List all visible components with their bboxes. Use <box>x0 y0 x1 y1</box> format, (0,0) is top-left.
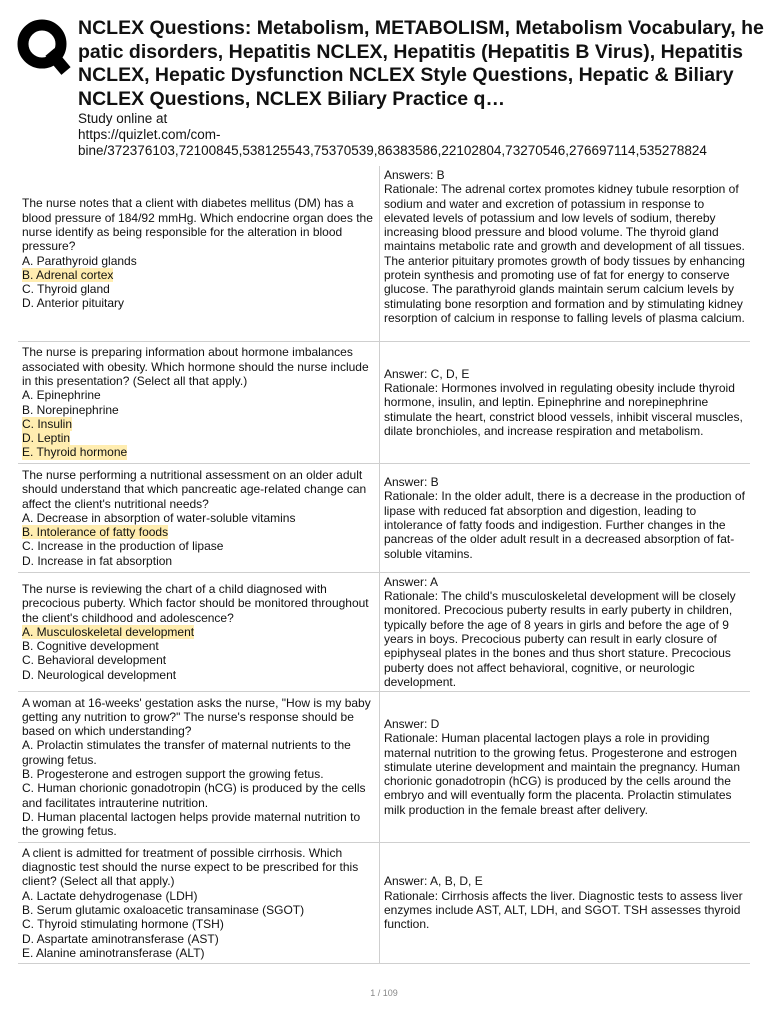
question-text: A woman at 16-weeks' gestation asks the nurse, "How is my baby getting any nutrition to grow?" The nurse's response should be based on which understanding? <box>22 695 375 739</box>
answer-cell <box>380 342 750 463</box>
answer-option: C. Thyroid gland <box>22 282 110 297</box>
answer-option: D. Increase in fat absorption <box>22 553 173 568</box>
answer-cell <box>380 573 750 691</box>
title-line: NCLEX Questions, NCLEX Biliary Practice q… <box>78 87 505 110</box>
study-label: Study online at <box>78 111 168 126</box>
title-line: NCLEX, Hepatic Dysfunction NCLEX Style Questions, Hepatic & Biliary <box>78 64 734 86</box>
answer-option: D. Aspartate aminotransferase (AST) <box>22 931 219 946</box>
answer-option: A. Prolactin stimulates the transfer of maternal nutrients to the growing fetus. <box>22 738 355 767</box>
study-url[interactable]: https://quizlet.com/com- <box>78 127 221 142</box>
document-title <box>78 17 768 111</box>
answer-option: E. Alanine aminotransferase (ALT) <box>22 945 205 960</box>
table-row <box>18 464 750 573</box>
study-url[interactable]: bine/372376103,72100845,538125543,75370539,86383586,22102804,73270546,276697114,535278824 <box>78 143 707 158</box>
table-row <box>18 166 750 342</box>
question-cell <box>18 342 380 463</box>
answer-option: C. Behavioral development <box>22 653 167 668</box>
answer-label: Answer: B <box>384 475 439 490</box>
table-row <box>18 573 750 692</box>
answer-cell <box>380 843 750 963</box>
title-line: patic disorders, Hepatitis NCLEX, Hepatitis (Hepatitis B Virus), Hepatitis <box>78 40 743 63</box>
answer-option: C. Thyroid stimulating hormone (TSH) <box>22 917 224 932</box>
rationale-text: Rationale: In the older adult, there is a decrease in the production of lipase with reduced fat absorption and digestion, leading to intolerance of fatty foods and indigestion. Further changes in the pancreas of the older adult result in a decreased absorption of fat-soluble vitamins. <box>384 489 749 561</box>
page-number: 1 / 109 <box>370 988 398 998</box>
answer-label: Answer: C, D, E <box>384 366 470 381</box>
answer-label: Answers: B <box>384 168 445 182</box>
question-text: The nurse notes that a client with diabetes mellitus (DM) has a blood pressure of 184/92 mmHg. Which endocrine organ does the nurse identify as being responsible for the alteration in blood pressure? <box>22 196 377 254</box>
question-cell <box>18 573 380 691</box>
answer-option: D. Human placental lactogen helps provide maternal nutrition to the growing fetus. <box>22 809 364 839</box>
answer-label: Answer: A <box>384 574 439 589</box>
answer-option: B. Serum glutamic oxaloacetic transaminase (SGOT) <box>22 903 305 917</box>
answer-option: E. Thyroid hormone <box>22 445 128 460</box>
answer-option: A. Lactate dehydrogenase (LDH) <box>22 888 198 903</box>
answer-label: Answer: D <box>384 716 440 731</box>
question-cell <box>18 692 380 842</box>
answer-option: D. Leptin <box>22 431 71 446</box>
table-row <box>18 843 750 964</box>
rationale-text: Rationale: Cirrhosis affects the liver. Diagnostic tests to assess liver enzymes include AST, ALT, LDH, and SGOT. TSH assesses thyroid function. <box>384 888 746 932</box>
answer-option: B. Adrenal cortex <box>22 267 114 282</box>
rationale-text: Rationale: Human placental lactogen plays a role in providing maternal nutrition to the growing fetus. Progesterone and estrogen stimulate uterine development and maintain the pregnancy. Human chorionic gonadotropin (hCG) is produced by the cells around the embryo and will eventually form the placenta. Prolactin stimulates milk production in the female breast after delivery. <box>384 731 744 817</box>
answer-option: A. Decrease in absorption of water-soluble vitamins <box>22 510 296 525</box>
question-text: The nurse is preparing information about hormone imbalances associated with obesity. Which hormone should the nurse include in this presentation? (Select all that apply.) <box>22 345 372 388</box>
answer-option: B. Cognitive development <box>22 639 159 654</box>
answer-label: Answer: A, B, D, E <box>384 874 483 889</box>
rationale-text: Rationale: The child's musculoskeletal development will be closely monitored. Precocious puberty results in early puberty in children, typically before the age of 8 years in girls and before the age of 9 years in boys. Precocious puberty can result in early closure of epiphyseal plates in the bones and thus short stature. Precocious puberty does not affect behavioral, cognitive, or neurologic development. <box>384 589 739 689</box>
answer-option: A. Musculoskeletal development <box>22 624 195 639</box>
quizlet-logo-icon <box>14 16 74 76</box>
qa-table <box>18 166 750 964</box>
question-cell <box>18 843 380 963</box>
question-cell <box>18 166 380 341</box>
answer-option: D. Neurological development <box>22 667 177 682</box>
answer-cell <box>380 166 750 341</box>
question-text: A client is admitted for treatment of possible cirrhosis. Which diagnostic test should the nurse expect to be prescribed for this client? (Select all that apply.) <box>22 845 362 889</box>
answer-option: A. Parathyroid glands <box>22 253 137 268</box>
answer-option: C. Insulin <box>22 416 73 431</box>
answer-option: B. Norepinephrine <box>22 402 119 417</box>
answer-option: A. Epinephrine <box>22 388 101 403</box>
answer-option: B. Intolerance of fatty foods <box>22 525 169 540</box>
answer-option: B. Progesterone and estrogen support the growing fetus. <box>22 767 324 781</box>
answer-cell <box>380 464 750 572</box>
rationale-text: Rationale: The adrenal cortex promotes kidney tubule resorption of sodium and water and excretion of potassium in response to elevated levels of potassium and low levels of sodium, thereby increasing blood pressure and blood volume. The thyroid gland maintains metabolic rate and growth and development of all tissues. The anterior pituitary promotes growth of body tissues by enhancing protein synthesis and promoting use of fat for energy to conserve glucose. The parathyroid glands maintain serum calcium levels by stimulating bone resorption and formation and by stimulating kidney resorption of calcium in response to falling levels of plasma calcium. <box>384 182 749 325</box>
question-cell <box>18 464 380 572</box>
question-text: The nurse is reviewing the chart of a child diagnosed with precocious puberty. Which factor should be monitored throughout the client's childhood and adolescence? <box>22 581 372 625</box>
answer-cell <box>380 692 750 842</box>
question-text: The nurse performing a nutritional assessment on an older adult should understand that which pancreatic age-related change can affect the client's nutritional needs? <box>22 467 370 511</box>
answer-option: C. Increase in the production of lipase <box>22 539 224 554</box>
table-row <box>18 692 750 843</box>
answer-option: C. Human chorionic gonadotropin (hCG) is produced by the cells and facilitates intrauterine nutrition. <box>22 781 369 810</box>
title-line: NCLEX Questions: Metabolism, METABOLISM, Metabolism Vocabulary, he <box>78 17 764 39</box>
table-row <box>18 342 750 464</box>
answer-option: D. Anterior pituitary <box>22 296 125 311</box>
rationale-text: Rationale: Hormones involved in regulating obesity include thyroid hormone, insulin, and leptin. Epinephrine and norepinephrine stimulate the heart, constrict blood vessels, inhibit visceral muscles, dilate bronchioles, and increase respiration and metabolism. <box>384 381 747 438</box>
study-online-block <box>78 111 707 159</box>
